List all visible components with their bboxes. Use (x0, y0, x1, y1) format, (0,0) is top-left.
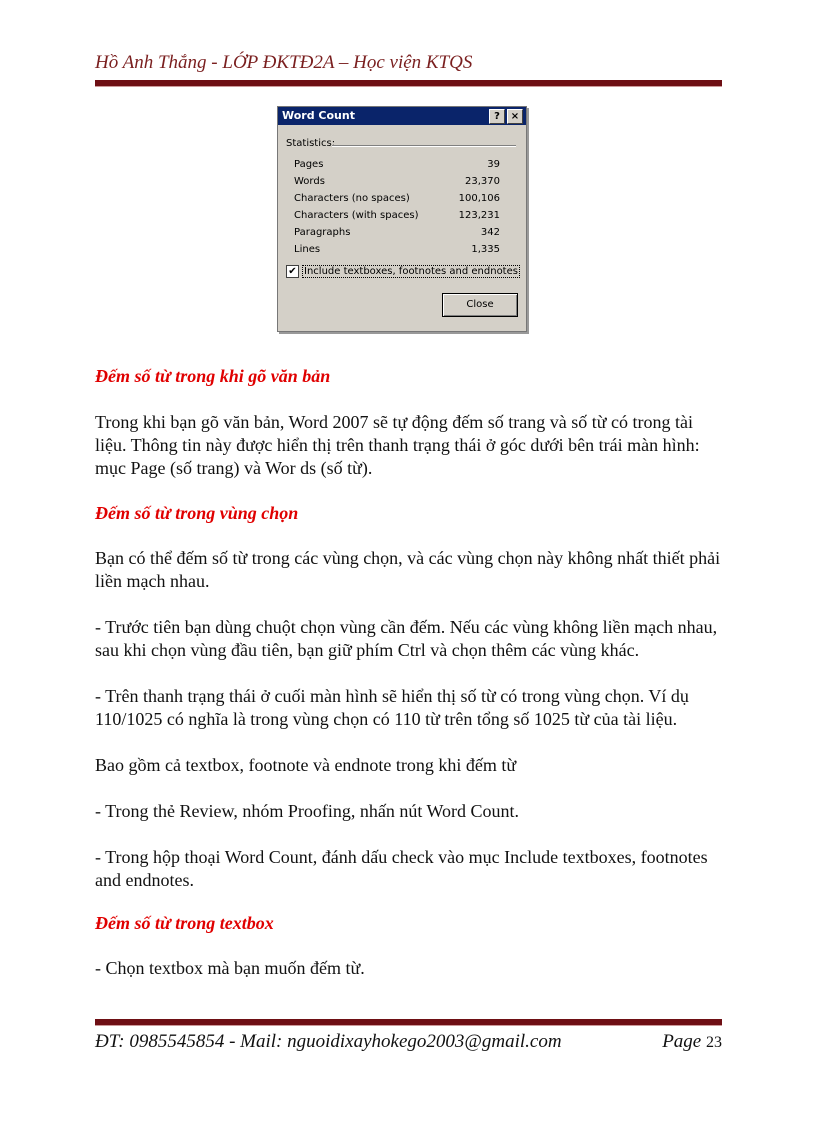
close-icon[interactable]: × (507, 109, 523, 124)
paragraph-review-tab: - Trong thẻ Review, nhóm Proofing, nhấn nút Word Count. (95, 801, 520, 821)
stat-row-characters-no-spaces (294, 193, 500, 209)
dialog-title: Word Count (282, 109, 355, 122)
include-textboxes-option[interactable] (286, 265, 520, 278)
include-textboxes-checkbox[interactable]: ✔ (286, 265, 299, 278)
help-button[interactable]: ? (489, 109, 505, 124)
stat-value: 39 (487, 159, 500, 170)
statistics-label: Statistics: (286, 138, 336, 149)
stat-row-characters-with-spaces (294, 210, 500, 226)
paragraph-selection-step1: - Trước tiên bạn dùng chuột chọn vùng cần đếm. Nếu các vùng không liền mạch nhau, sau khi chọn vùng đầu tiên, bạn giữ phím Ctrl và chọn thêm các vùng khác. (95, 617, 718, 660)
paragraph-selection-intro: Bạn có thể đếm số từ trong các vùng chọn, và các vùng chọn này không nhất thiết phải liền mạch nhau. (95, 548, 721, 591)
paragraph-selection-step2: - Trên thanh trạng thái ở cuối màn hình sẽ hiển thị số từ có trong vùng chọn. Ví dụ 110/1025 có nghĩa là trong vùng chọn có 110 từ trên tổng số 1025 từ của tài liệu. (95, 686, 689, 729)
stat-label: Characters (with spaces) (294, 210, 419, 221)
stat-label: Paragraphs (294, 227, 351, 238)
stat-label: Lines (294, 244, 321, 255)
stat-value: 100,106 (458, 193, 500, 204)
word-count-dialog (277, 106, 527, 332)
page-header: Hồ Anh Thắng - LỚP ĐKTĐ2A – Học viện KTQS (95, 52, 473, 73)
stat-label: Pages (294, 159, 324, 170)
header-rule (95, 80, 722, 87)
heading-count-selection: Đếm số từ trong vùng chọn (95, 503, 299, 523)
stat-row-paragraphs (294, 227, 500, 243)
statistics-divider (332, 145, 516, 147)
dialog-title-bar (278, 107, 526, 125)
paragraph-dialog-check: - Trong hộp thoại Word Count, đánh dấu check vào mục Include textboxes, footnotes and endnotes. (95, 847, 708, 890)
stat-row-words (294, 176, 500, 192)
footer-contact: ĐT: 0985545854 - Mail: nguoidixayhokego2003@gmail.com (95, 1031, 562, 1052)
paragraph-select-textbox: - Chọn textbox mà bạn muốn đếm từ. (95, 958, 365, 978)
paragraph-include-notes: Bao gồm cả textbox, footnote và endnote trong khi đếm từ (95, 755, 517, 775)
page-number-value: 23 (706, 1034, 722, 1051)
footer-rule (95, 1019, 722, 1026)
stat-label: Words (294, 176, 325, 187)
close-button[interactable]: Close (442, 293, 518, 317)
stat-row-pages (294, 159, 500, 175)
page-number (662, 1031, 722, 1053)
stat-value: 23,370 (465, 176, 500, 187)
stat-value: 123,231 (458, 210, 500, 221)
heading-count-textbox: Đếm số từ trong textbox (95, 913, 274, 933)
paragraph-count-while-typing: Trong khi bạn gõ văn bản, Word 2007 sẽ tự động đếm số trang và số từ có trong tài liệu. Thông tin này được hiển thị trên thanh trạng thái ở góc dưới bên trái màn hình: mục Page (số trang) và Wor ds (số từ). (95, 412, 700, 478)
stat-label: Characters (no spaces) (294, 193, 410, 204)
page-label: Page (662, 1031, 702, 1052)
heading-count-while-typing: Đếm số từ trong khi gõ văn bản (95, 366, 331, 386)
include-textboxes-label[interactable]: Include textboxes, footnotes and endnotes (304, 266, 518, 277)
stat-row-lines (294, 244, 500, 260)
stat-value: 342 (480, 227, 500, 238)
stat-value: 1,335 (471, 244, 500, 255)
